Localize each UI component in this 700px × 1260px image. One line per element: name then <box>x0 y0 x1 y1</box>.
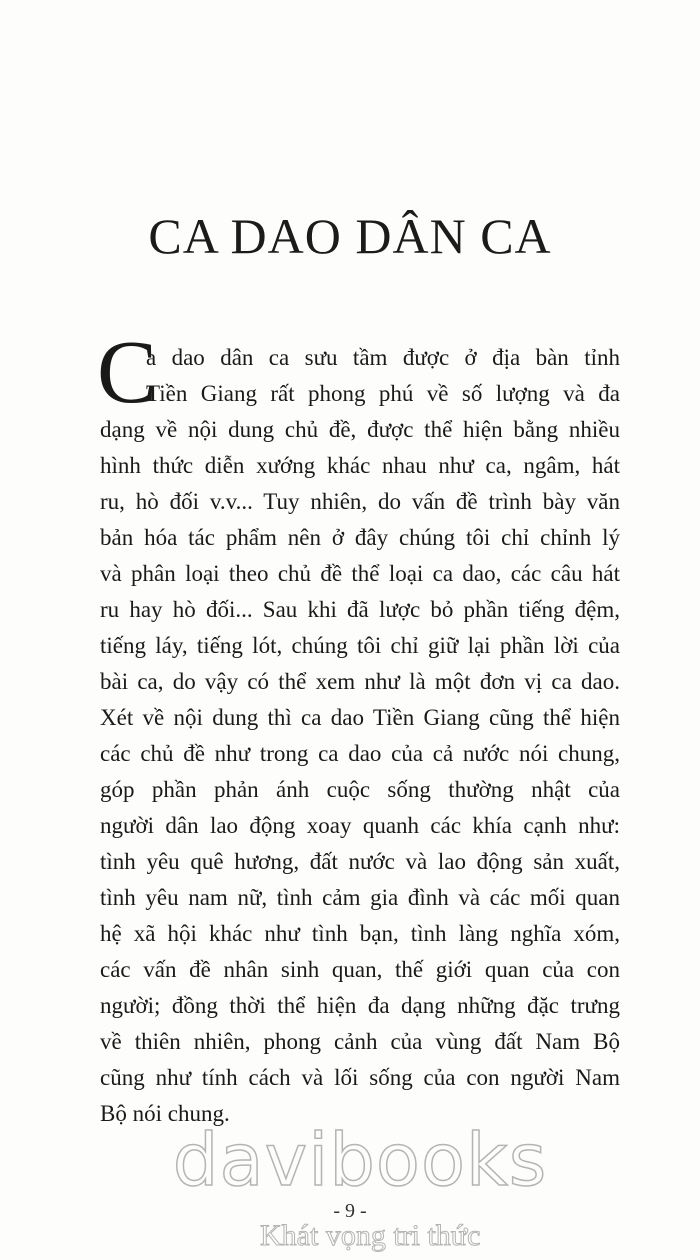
page-number: - 9 - <box>333 1200 367 1222</box>
paragraph-line: bài ca, do vậy có thể xem như là một đơn vị ca dao. <box>100 669 620 694</box>
paragraph-line: hệ xã hội khác như tình bạn, tình làng nghĩa xóm, <box>100 921 620 946</box>
paragraph-line: Tiền Giang rất phong phú về số lượng và đa <box>146 381 620 406</box>
watermark-slogan: Khát vọng tri thức <box>260 1219 481 1252</box>
paragraph-line: các chủ đề như trong ca dao của cả nước nói chung, <box>100 741 620 766</box>
paragraph-line: ru, hò đối v.v... Tuy nhiên, do vấn đề trình bày văn <box>100 489 620 514</box>
paragraph-line: hình thức diễn xướng khác nhau như ca, ngâm, hát <box>100 453 620 478</box>
paragraph-line: người; đồng thời thể hiện đa dạng những đặc trưng <box>100 993 620 1018</box>
paragraph-line: tình yêu nam nữ, tình cảm gia đình và các mối quan <box>100 885 620 910</box>
paragraph-line: các vấn đề nhân sinh quan, thế giới quan của con <box>100 957 620 982</box>
watermark-brand: davibooks <box>172 1118 548 1202</box>
body-paragraph <box>100 340 620 1132</box>
paragraph-line: người dân lao động xoay quanh các khía cạnh như: <box>100 813 620 838</box>
paragraph-line: góp phần phản ánh cuộc sống thường nhật của <box>100 777 620 802</box>
paragraph-line: cũng như tính cách và lối sống của con người Nam <box>100 1065 620 1090</box>
paragraph-line: và phân loại theo chủ đề thể loại ca dao, các câu hát <box>100 561 620 586</box>
paragraph-line: Bộ nói chung. <box>100 1101 230 1126</box>
paragraph-line: dạng về nội dung chủ đề, được thể hiện bằng nhiều <box>100 417 620 442</box>
paragraph-line: bản hóa tác phẩm nên ở đây chúng tôi chỉ chỉnh lý <box>100 525 620 550</box>
paragraph-line: ru hay hò đối... Sau khi đã lược bỏ phần tiếng đệm, <box>100 597 620 622</box>
paragraph-line: a dao dân ca sưu tầm được ở địa bàn tỉnh <box>146 345 620 370</box>
paragraph-line: về thiên nhiên, phong cảnh của vùng đất Nam Bộ <box>100 1029 620 1054</box>
paragraph-line: tiếng láy, tiếng lót, chúng tôi chỉ giữ lại phần lời của <box>100 633 620 658</box>
paragraph-line: Xét về nội dung thì ca dao Tiền Giang cũng thể hiện <box>100 705 620 730</box>
chapter-title: CA DAO DÂN CA <box>148 207 552 264</box>
drop-cap: C <box>97 323 158 422</box>
paragraph-line: tình yêu quê hương, đất nước và lao động sản xuất, <box>100 849 620 874</box>
